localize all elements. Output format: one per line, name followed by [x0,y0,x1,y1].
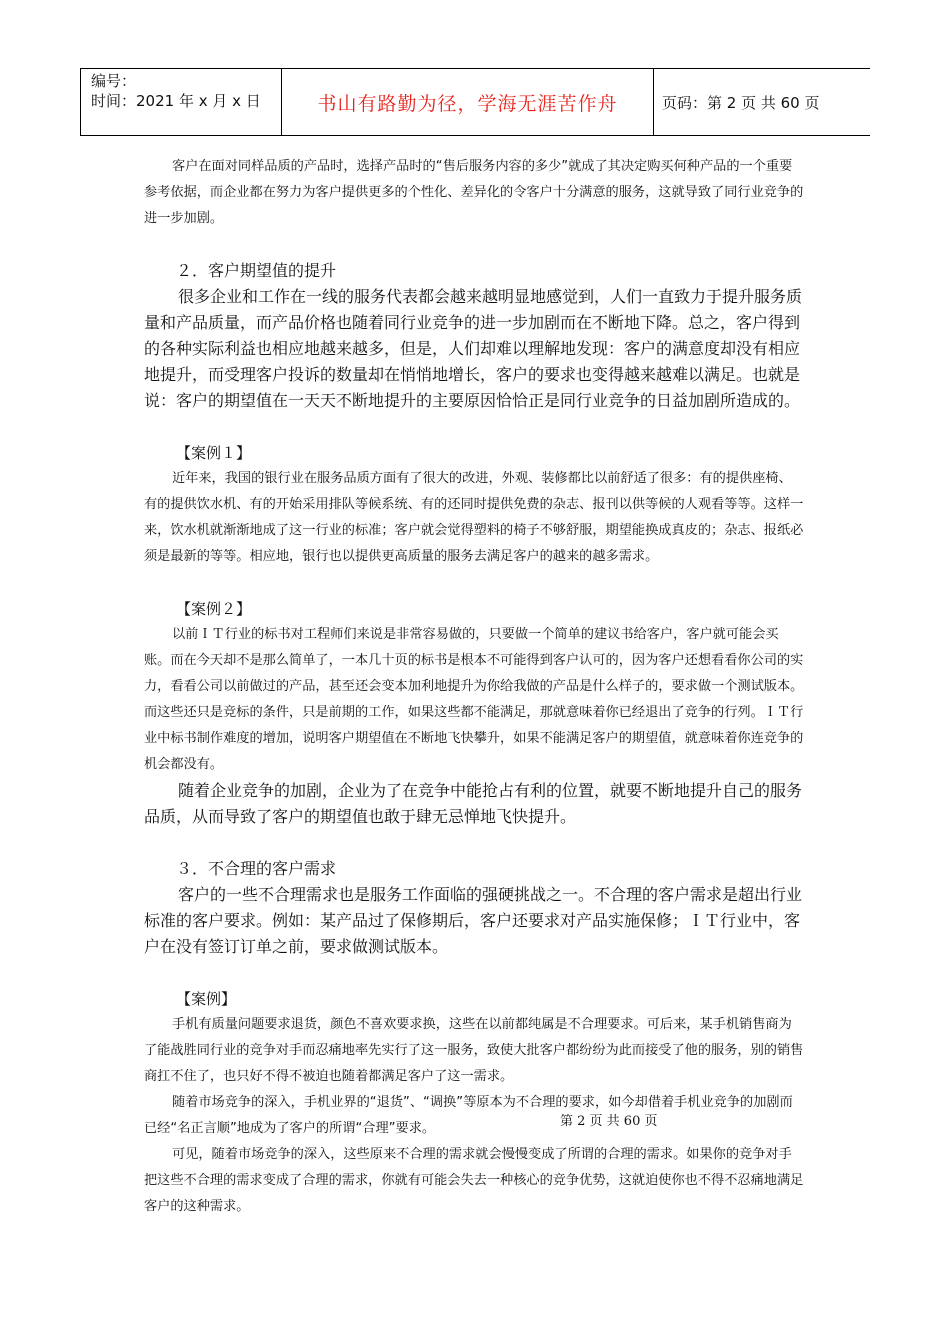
intro-paragraph: 客户在面对同样品质的产品时，选择产品时的“售后服务内容的多少”就成了其决定购买何种产品的一个重要参考依据，而企业都在努力为客户提供更多的个性化、差异化的令客户十分满意的服务，这就导致了同行业竞争的进一步加剧。 [144,159,804,226]
case-2-heading: 【案例２】 [176,600,252,618]
header-motto: 书山有路勤为径，学海无涯苦作舟 [282,69,654,135]
page-footer: 第 2 页 共 60 页 [560,1114,658,1129]
section-2-heading: ２．客户期望值的提升 [176,261,337,280]
section-3-heading: ３．不合理的客户需求 [176,859,337,878]
case-1-heading: 【案例１】 [176,444,252,462]
case-2-summary: 随着企业竞争的加剧，企业为了在竞争中能抢占有利的位置，就要不断地提升自己的服务品质，从而导致了客户的期望值也敢于肆无忌惮地飞快提升。 [144,781,803,826]
header-table [80,68,870,136]
section-3-paragraph: 客户的一些不合理需求也是服务工作面临的强硬挑战之一。不合理的客户需求是超出行业标准的客户要求。例如：某产品过了保修期后，客户还要求对产品实施保修；ＩＴ行业中，客户在没有签订订单之前，要求做测试版本。 [144,885,803,956]
document-number-label: 编号： [91,72,137,90]
case-3-heading: 【案例】 [176,990,237,1008]
case-2-paragraph: 以前ＩＴ行业的标书对工程师们来说是非常容易做的，只要做一个简单的建议书给客户，客户就可能会买账。而在今天却不是那么简单了，一本几十页的标书是根本不可能得到客户认可的，因为客户还想看看你公司的实力，看看公司以前做过的产品，甚至还会变本加利地提升为你给我做的产品是什么样子的，要求做一个测试版本。而这些还只是竞标的条件，只是前期的工作，如果这些都不能满足，那就意味着你已经退出了竞争的行列。ＩＴ行业中标书制作难度的增加，说明客户期望值在不断地飞快攀升，如果不能满足客户的期望值，就意味着你连竞争的机会都没有。 [144,627,804,772]
header-meta [80,69,282,135]
document-date-label: 时间：2021 年 x 月 x 日 [91,92,261,110]
case-3-paragraph-2: 随着市场竞争的深入，手机业界的“退货”、“调换”等原本为不合理的要求，如今却借着手机业竞争的加剧而已经“名正言顺”地成为了客户的所谓“合理”要求。 [144,1095,793,1136]
case-3-paragraph-1: 手机有质量问题要求退货，颜色不喜欢要求换，这些在以前都纯属是不合理要求。可后来，某手机销售商为了能战胜同行业的竞争对手而忍痛地率先实行了这一服务，致使大批客户都纷纷为此而接受了他的服务，别的销售商扛不住了，也只好不得不被迫也随着都满足客户了这一需求。 [144,1017,804,1084]
document-body [144,154,804,1220]
case-3-paragraph-3: 可见，随着市场竞争的深入，这些原来不合理的需求就会慢慢变成了所谓的合理的需求。如果你的竞争对手把这些不合理的需求变成了合理的需求，你就有可能会失去一种核心的竞争优势，这就迫使你也不得不忍痛地满足客户的这种需求。 [144,1147,804,1214]
case-1-paragraph: 近年来，我国的银行业在服务品质方面有了很大的改进，外观、装修都比以前舒适了很多：有的提供座椅、有的提供饮水机、有的开始采用排队等候系统、有的还同时提供免费的杂志、报刊以供等候的人观看等等。这样一来，饮水机就渐渐地成了这一行业的标准；客户就会觉得塑料的椅子不够舒服，期望能换成真皮的；杂志、报纸必须是最新的等等。相应地，银行也以提供更高质量的服务去满足客户的越来的越多需求。 [144,471,804,564]
header-page-info: 页码：第 2 页 共 60 页 [662,93,820,112]
section-2-paragraph: 很多企业和工作在一线的服务代表都会越来越明显地感觉到，人们一直致力于提升服务质量和产品质量，而产品价格也随着同行业竞争的进一步加剧而在不断地下降。总之，客户得到的各种实际利益也相应地越来越多，但是，人们却难以理解地发现：客户的满意度却没有相应地提升，而受理客户投诉的数量却在悄悄地增长，客户的要求也变得越来越难以满足。也就是说：客户的期望值在一天天不断地提升的主要原因恰恰正是同行业竞争的日益加剧所造成的。 [144,287,803,410]
